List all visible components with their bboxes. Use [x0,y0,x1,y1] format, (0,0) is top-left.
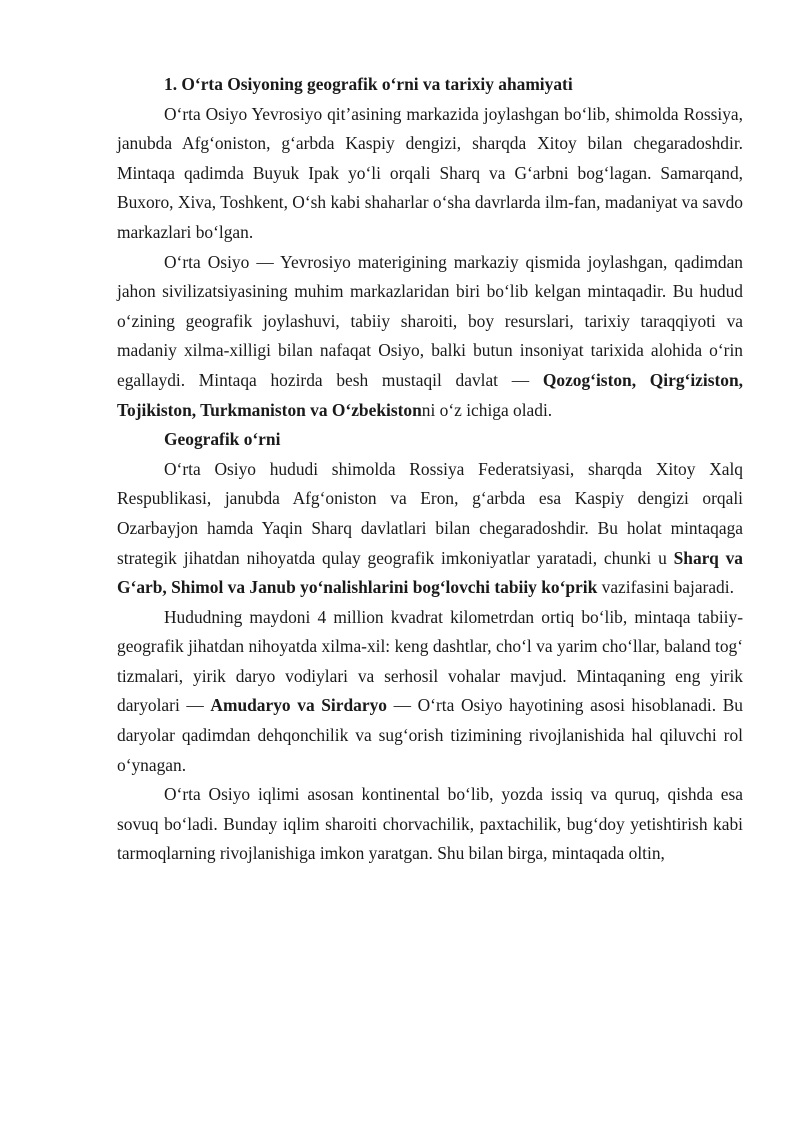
bold-countries-list: Qozog‘iston, Qirg‘iziston, Tojikiston, Turkmaniston va O‘zbekiston [117,369,744,420]
paragraph-location-overview: O‘rta Osiyo Yevrosiyo qit’asining markazida joylashgan bo‘lib, shimolda Rossiya, janubda Afg‘oniston, g‘arbda Kaspiy dengizi, sharqda Xitoy bilan chegaradoshdir. Mintaqa qadimda Buyuk Ipak yo‘li orqali Sharq va G‘arbni bog‘lagan. Samarqand, Buxoro, Xiva, Toshkent, O‘sh kabi shaharlar o‘sha davrlarda ilm-fan, madaniyat va savdo markazlari bo‘lgan. [117,103,743,242]
paragraph-text: O‘rta Osiyo hududi shimolda Rossiya Federatsiyasi, sharqda Xitoy Xalq Respublikasi, janubda Afg‘oniston va Eron, g‘arbda esa Kaspiy dengizi orqali Ozarbayjon hamda Yaqin Sharq davlatlari bilan chegaradoshdir. Bu holat mintaqaga strategik jihatdan nihoyatda qulay geografik imkoniyatlar yaratadi, chunki u [117,458,743,568]
bold-rivers: Amudaryo va Sirdaryo [210,695,387,716]
paragraph-text: O‘rta Osiyo — Yevrosiyo materigining markaziy qismida joylashgan, qadimdan jahon sivilizatsiyasining muhim markazlaridan biri bo‘lib kelgan mintaqadir. Bu hudud o‘zining geografik joylashuvi, tabiiy sharoiti, boy resurslari, tarixiy taraqqiyoti va madaniy xilma-xilligi bilan nafaqat Osiyo, balki butun insoniyat tarixida alohida o‘rin egallaydi. Mintaqa hozirda besh mustaqil davlat — [117,251,743,390]
paragraph-region-description [117,248,743,426]
document-page [117,70,743,869]
subheading-geography: Geografik o‘rni [164,429,281,450]
paragraph-text: — O‘rta Osiyo hayotining asosi hisoblanadi. Bu daryolar qadimdan dehqonchilik va sug‘orish tizimining rivojlanishida hal qiluvchi rol o‘ynagan. [117,695,743,775]
paragraph-text: ni o‘z ichiga oladi. [421,399,553,420]
section-title: 1. O‘rta Osiyoning geografik o‘rni va tarixiy ahamiyati [164,74,573,94]
paragraph-territory [117,603,743,781]
bold-natural-bridge: Sharq va G‘arb, Shimol va Janub yo‘nalishlarini bog‘lovchi tabiiy ko‘prik [117,547,743,598]
paragraph-climate: O‘rta Osiyo iqlimi asosan kontinental bo‘lib, yozda issiq va quruq, qishda esa sovuq bo‘ladi. Bunday iqlim sharoiti chorvachilik, paxtachilik, bug‘doy yetishtirish kabi tarmoqlarning rivojlanishiga imkon yaratgan. Shu bilan birga, mintaqada oltin, [117,784,743,864]
paragraph-text: Hududning maydoni 4 million kvadrat kilometrdan ortiq bo‘lib, mintaqa tabiiy-geografik jihatdan nihoyatda xilma-xil: keng dashtlar, cho‘l va yarim cho‘llar, baland tog‘ tizmalari, yirik daryo vodiylari va serhosil vohalar mavjud. Mintaqaning eng yirik daryolari — [117,606,743,716]
paragraph-borders [117,455,743,603]
paragraph-text: vazifasini bajaradi. [597,577,734,598]
